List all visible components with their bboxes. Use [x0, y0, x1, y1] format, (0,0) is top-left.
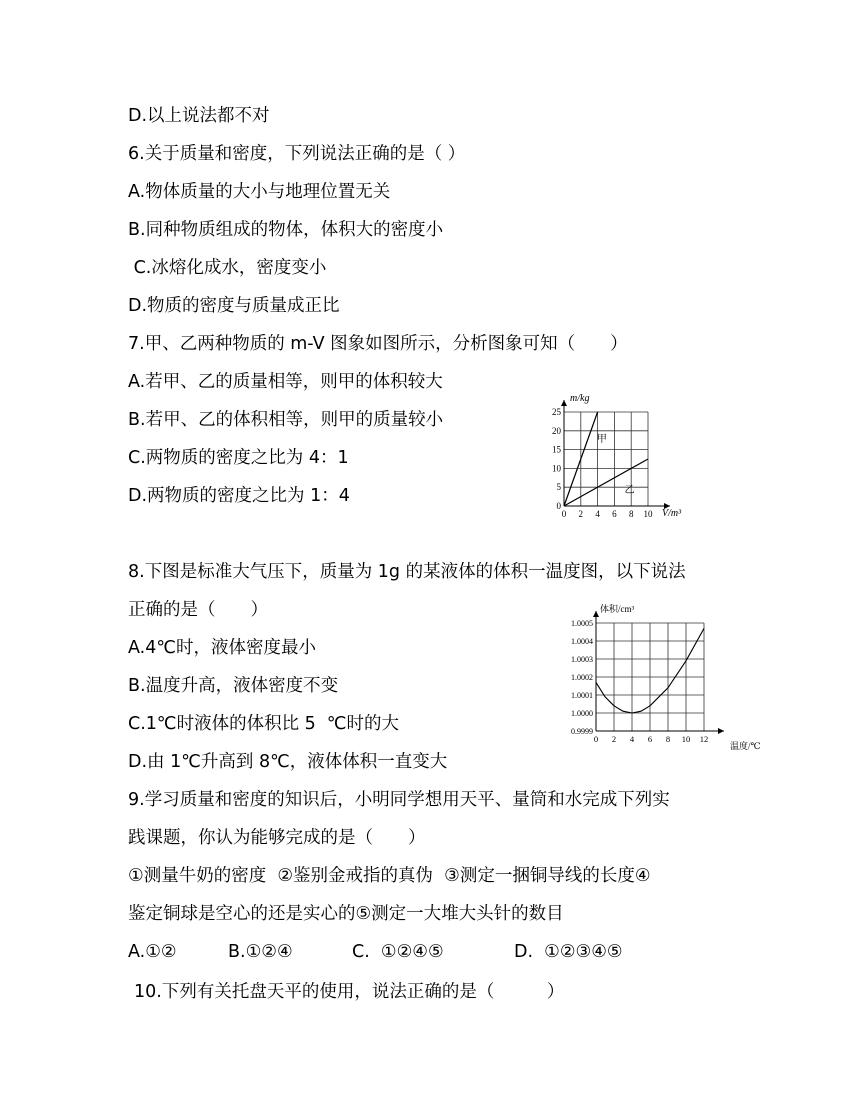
mv-y-tick-label: 20 — [552, 425, 561, 436]
vt-y-tick-label: 1.0002 — [571, 673, 593, 682]
q6-option-d: D.物质的密度与质量成正比 — [128, 296, 340, 316]
vt-y-axis-arrow — [593, 611, 599, 617]
question-10-stem: 10.下列有关托盘天平的使用，说法正确的是（ ） — [134, 982, 565, 1002]
vt-graph-xlabel: 温度/℃ — [730, 741, 761, 751]
mv-graph-ylabel: m/kg — [570, 393, 590, 404]
mv-y-tick-label: 15 — [552, 444, 561, 455]
q8-option-b: B.温度升高，液体密度不变 — [128, 676, 339, 696]
mv-series-label: 甲 — [596, 434, 607, 446]
vt-x-tick-label: 6 — [647, 734, 653, 744]
q9-option-d: D. ①②③④⑤ — [514, 942, 623, 962]
mv-series-yi — [564, 459, 648, 506]
vt-graph-tick-labels — [571, 619, 708, 744]
vt-x-tick-label: 8 — [665, 734, 671, 744]
vt-y-tick-label: 1.0001 — [571, 691, 593, 700]
question-8-stem-line2: 正确的是（ ） — [128, 600, 268, 620]
question-9-stem-line1: 9.学习质量和密度的知识后，小明同学想用天平、量筒和水完成下列实 — [128, 790, 670, 810]
q6-option-a: A.物体质量的大小与地理位置无关 — [128, 182, 391, 202]
mv-x-tick-label: 4 — [595, 509, 600, 519]
mv-graph-series — [564, 412, 648, 506]
vt-y-tick-label: 1.0004 — [571, 637, 593, 646]
mv-x-tick-label: 0 — [561, 509, 567, 519]
q6-option-b: B.同种物质组成的物体，体积大的密度小 — [128, 220, 444, 240]
vt-x-tick-label: 10 — [681, 734, 691, 744]
vt-graph-ylabel: 体积/cm³ — [600, 604, 635, 614]
vt-y-tick-label: 0.9999 — [571, 727, 593, 736]
q7-option-a: A.若甲、乙的质量相等，则甲的体积较大 — [128, 372, 443, 392]
question-9-items-line1: ①测量牛奶的密度 ②鉴别金戒指的真伪 ③测定一捆铜导线的长度④ — [128, 866, 651, 886]
question-8-stem-line1: 8.下图是标准大气压下，质量为 1g 的某液体的体积一温度图，以下说法 — [128, 562, 686, 582]
vt-y-tick-label: 1.0005 — [571, 619, 593, 628]
mv-series-label: 乙 — [624, 484, 635, 496]
vt-y-tick-label: 1.0003 — [571, 655, 593, 664]
mv-graph-axes — [561, 400, 670, 509]
question-9-items-line2: 鉴定铜球是空心的还是实心的⑤测定一大堆大头针的数目 — [128, 904, 564, 924]
mv-x-tick-label: 2 — [578, 509, 584, 519]
mv-y-tick-label: 5 — [556, 482, 561, 493]
mv-graph-xlabel: V/m³ — [662, 508, 682, 519]
q9-option-c: C. ①②④⑤ — [352, 942, 444, 962]
mv-y-tick-label: 0 — [556, 501, 561, 511]
q8-option-d: D.由 1℃升高到 8℃，液体体积一直变大 — [128, 752, 448, 772]
vt-x-tick-label: 12 — [699, 734, 709, 744]
mv-y-tick-label: 25 — [552, 407, 561, 417]
mv-graph — [540, 383, 700, 523]
mv-x-tick-label: 8 — [628, 509, 634, 519]
question-6-stem: 6.关于质量和密度，下列说法正确的是（ ） — [128, 144, 466, 164]
q7-option-c: C.两物质的密度之比为 4：1 — [128, 448, 349, 468]
q9-option-b: B.①②④ — [228, 942, 293, 962]
vt-x-axis-arrow — [718, 728, 724, 734]
volume-temperature-graph — [560, 598, 770, 758]
mv-graph-grid — [564, 412, 648, 506]
mv-y-axis-arrow — [561, 400, 567, 406]
mv-y-tick-label: 10 — [552, 463, 561, 474]
vt-x-tick-label: 0 — [593, 734, 599, 744]
q9-option-a: A.①② — [128, 942, 177, 962]
mv-x-tick-label: 10 — [643, 509, 653, 519]
mv-x-tick-label: 6 — [612, 509, 617, 519]
question-7-stem: 7.甲、乙两种物质的 m-V 图象如图所示，分析图象可知（ ） — [128, 334, 628, 354]
vt-x-tick-label: 4 — [629, 734, 635, 744]
q7-option-d: D.两物质的密度之比为 1：4 — [128, 486, 350, 506]
question-9-stem-line2: 践课题，你认为能够完成的是（ ） — [128, 828, 426, 848]
q8-option-a: A.4℃时，液体密度最小 — [128, 638, 317, 658]
vt-x-tick-label: 2 — [611, 734, 617, 744]
q8-option-c: C.1℃时液体的体积比 5 ℃时的大 — [128, 714, 400, 734]
line-q5-option-d: D.以上说法都不对 — [128, 106, 270, 126]
q9-options — [128, 940, 623, 964]
mv-graph-tick-labels — [552, 407, 653, 519]
vt-graph-grid — [596, 623, 704, 731]
q7-option-b: B.若甲、乙的体积相等，则甲的质量较小 — [128, 410, 444, 430]
q6-option-c: C.冰熔化成水，密度变小 — [128, 258, 327, 278]
vt-y-tick-label: 1.0000 — [571, 709, 593, 718]
